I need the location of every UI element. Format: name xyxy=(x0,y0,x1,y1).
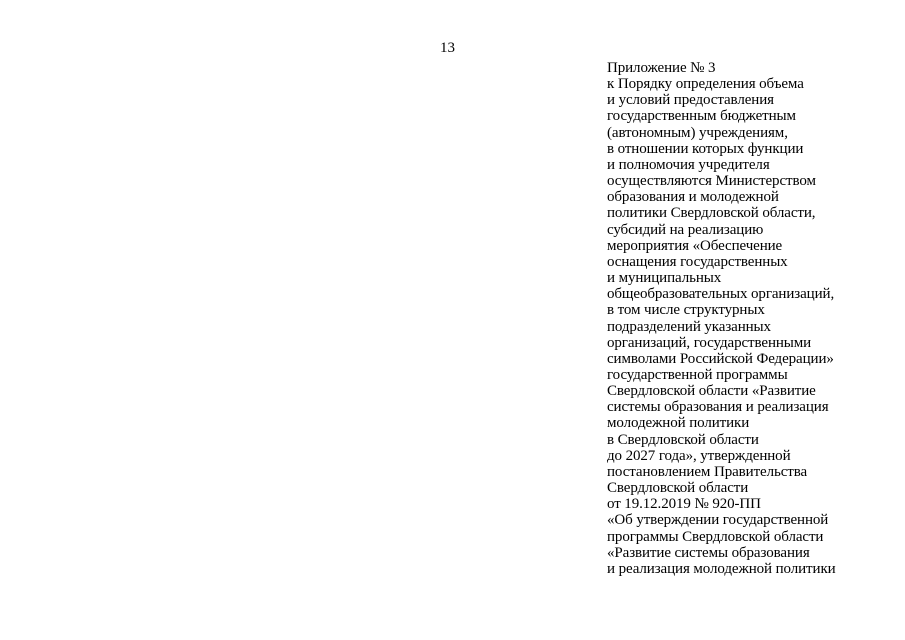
page-number: 13 xyxy=(440,40,455,56)
appendix-line: постановлением Правительства xyxy=(607,463,808,480)
appendix-line: Свердловской области xyxy=(607,480,749,497)
appendix-line: организаций, государственными xyxy=(607,334,812,351)
appendix-line: государственным бюджетным xyxy=(607,108,796,125)
appendix-line: образования и молодежной xyxy=(607,189,779,206)
appendix-line: Свердловской области «Развитие xyxy=(607,383,816,400)
appendix-line: осуществляются Министерством xyxy=(607,173,816,190)
appendix-line: к Порядку определения объема xyxy=(607,76,804,93)
appendix-line: молодежной политики xyxy=(607,415,750,432)
appendix-line: (автономным) учреждениям, xyxy=(607,124,788,141)
appendix-line: в том числе структурных xyxy=(607,302,765,319)
appendix-line: оснащения государственных xyxy=(607,253,788,270)
appendix-line: в Свердловской области xyxy=(607,431,759,448)
appendix-line: в отношении которых функции xyxy=(607,140,804,157)
appendix-line: Приложение № 3 xyxy=(607,60,716,76)
appendix-line: до 2027 года», утвержденной xyxy=(607,447,791,464)
appendix-line: политики Свердловской области, xyxy=(607,205,816,222)
appendix-line: субсидий на реализацию xyxy=(607,221,764,238)
appendix-line: общеобразовательных организаций, xyxy=(607,286,835,303)
appendix-line: и условий предоставления xyxy=(607,92,774,109)
appendix-line: символами Российской Федерации» xyxy=(607,350,834,367)
appendix-line: системы образования и реализация xyxy=(607,399,829,416)
appendix-line: «Развитие системы образования xyxy=(607,544,810,561)
appendix-line: «Об утверждении государственной xyxy=(607,512,829,529)
appendix-line: мероприятия «Обеспечение xyxy=(607,237,783,254)
appendix-line: подразделений указанных xyxy=(607,318,771,335)
appendix-line: и муниципальных xyxy=(607,270,722,287)
appendix-line: от 19.12.2019 № 920-ПП xyxy=(607,496,761,513)
appendix-line: государственной программы xyxy=(607,366,788,383)
appendix-line: и реализация молодежной политики xyxy=(607,560,836,577)
appendix-line: и полномочия учредителя xyxy=(607,156,770,173)
appendix-line: программы Свердловской области xyxy=(607,528,824,545)
appendix-heading-block xyxy=(607,60,897,577)
